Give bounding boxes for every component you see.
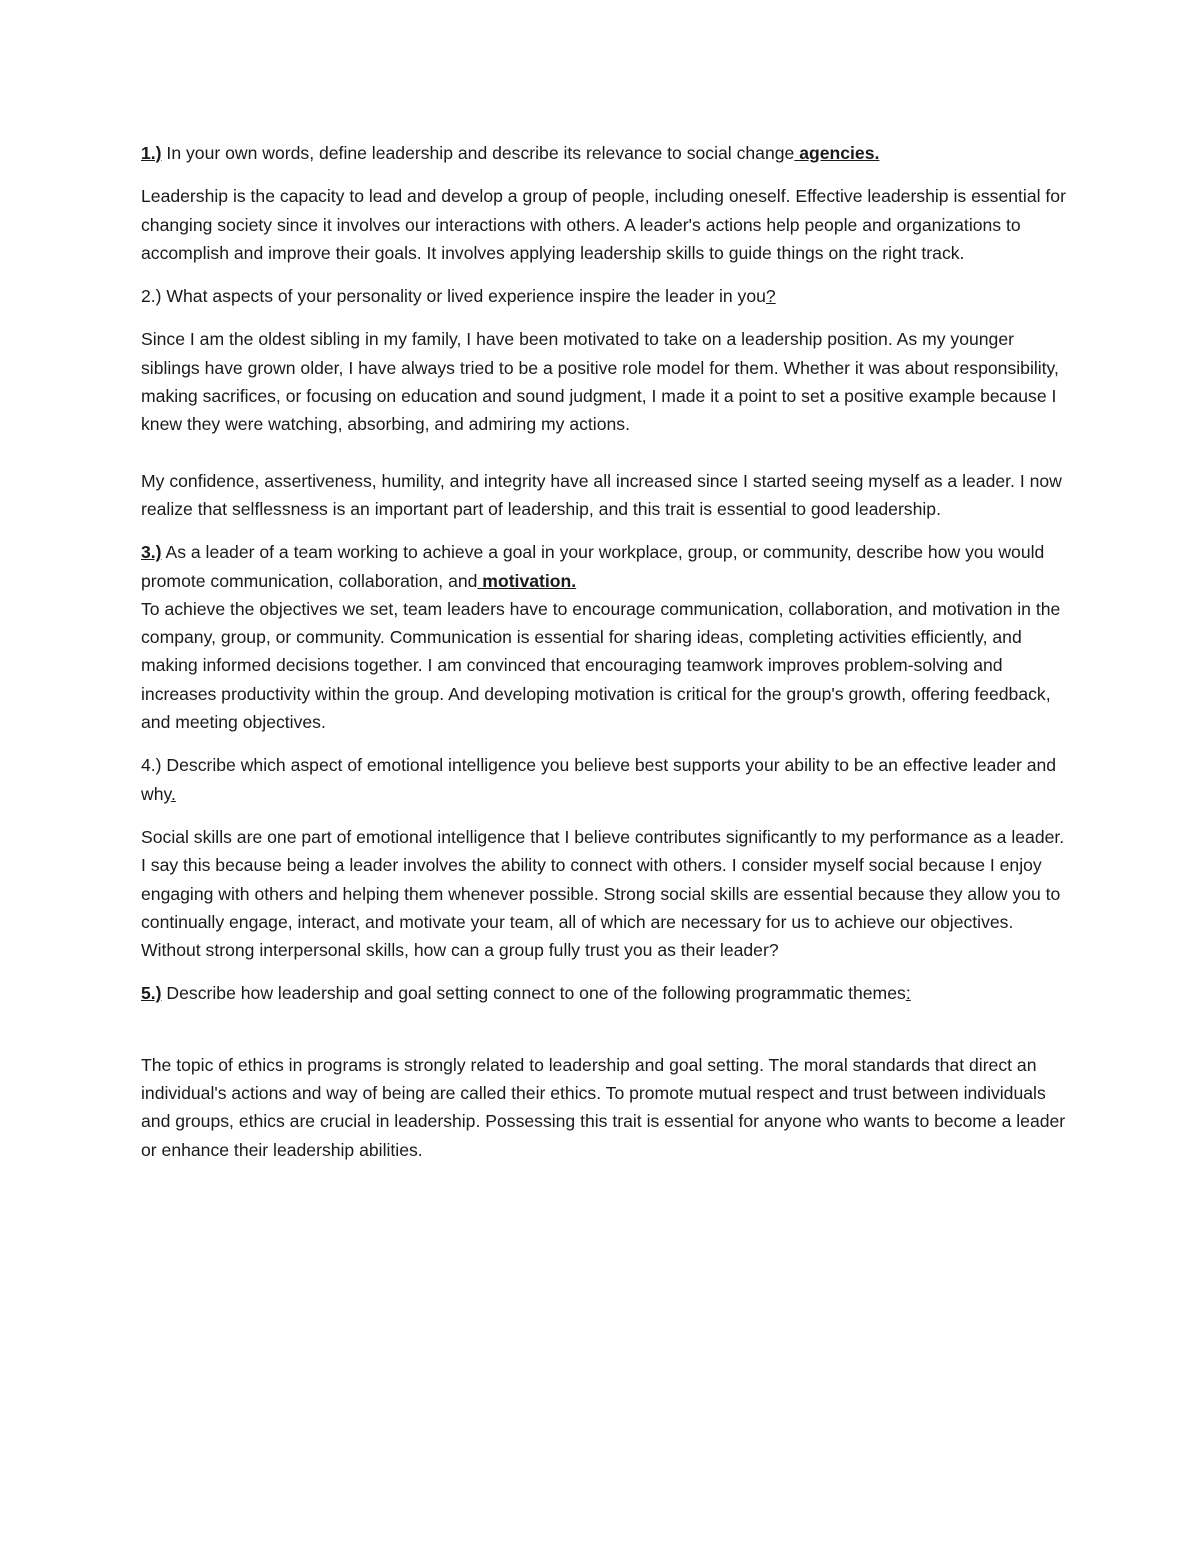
question-2	[141, 282, 1071, 310]
question-number: 1.)	[141, 143, 162, 163]
answer-1: Leadership is the capacity to lead and develop a group of people, including oneself. Effective leadership is essential for changing society since it involves our interactions with others. A leader's actions help people and organizations to accomplish and improve their goals. It involves applying leadership skills to guide things on the right track.	[141, 186, 1066, 263]
question-number: 3.)	[141, 542, 162, 563]
question-underlined-tail: motivation.	[477, 570, 577, 591]
question-3	[141, 538, 1071, 595]
question-text: In your own words, define leadership and describe its relevance to social change	[161, 143, 795, 163]
question-text: 2.) What aspects of your personality or lived experience inspire the leader in you	[141, 286, 766, 307]
question-text-continued: ability to be an effective leader and why	[141, 755, 1057, 804]
question-1	[141, 139, 1071, 167]
question-text: 4.) Describe which aspect of emotional intelligence you believe best supports your	[141, 755, 780, 776]
question-underlined-tail: .	[170, 783, 176, 804]
answer-3: To achieve the objectives we set, team leaders have to encourage communication, collaboration, and motivation in the company, group, or community. Communication is essential for sharing ideas, completing activities efficiently, and making informed decisions together. I am convinced that encouraging teamwork improves problem-solving and increases productivity within the group. And developing motivation is critical for the group's growth, offering feedback, and meeting objectives.	[141, 598, 1061, 733]
question-underlined-tail: agencies.	[794, 143, 880, 163]
document-page	[141, 139, 1071, 1164]
answer-2-paragraph-1: Since I am the oldest sibling in my family, I have been motivated to take on a leadership position. As my younger siblings have grown older, I have always tried to be a positive role model for them. Whether it was about responsibility, making sacrifices, or focusing on education and sound judgment, I made it a point to set a positive example because I knew they were watching, absorbing, and admiring my actions.	[141, 329, 1059, 435]
question-text-continued: programmatic themes	[730, 983, 906, 1004]
question-4	[141, 751, 1071, 808]
answer-4: Social skills are one part of emotional intelligence that I believe contributes significantly to my performance as a leader. I say this because being a leader involves the ability to connect with others. I consider myself social because I enjoy engaging with others and helping them whenever possible. Strong social skills are essential because they allow you to continually engage, interact, and motivate your team, all of which are necessary for us to achieve our objectives. Without strong interpersonal skills, how can a group fully trust you as their leader?	[141, 826, 1065, 961]
question-text: As a leader of a team working to achieve a goal in your workplace, group, or	[161, 542, 759, 563]
question-number: 5.)	[141, 983, 162, 1004]
answer-2-paragraph-2: My confidence, assertiveness, humility, and integrity have all increased since I started seeing myself as a leader. I now realize that selflessness is an important part of leadership, and this trait is essential to good leadership.	[141, 470, 1062, 519]
question-text: Describe how leadership and goal setting connect to one of the following	[161, 983, 731, 1004]
question-underlined-tail: ?	[765, 286, 776, 307]
question-underlined-tail: :	[905, 983, 911, 1004]
question-5	[141, 979, 1071, 1007]
question-text-continued: community, describe how you would promote communication, collaboration, and	[141, 542, 1045, 591]
answer-5: The topic of ethics in programs is strongly related to leadership and goal setting. The moral standards that direct an individual's actions and way of being are called their ethics. To promote mutual respect and trust between individuals and groups, ethics are crucial in leadership. Possessing this trait is essential for anyone who wants to become a leader or enhance their leadership abilities.	[141, 1054, 1066, 1160]
